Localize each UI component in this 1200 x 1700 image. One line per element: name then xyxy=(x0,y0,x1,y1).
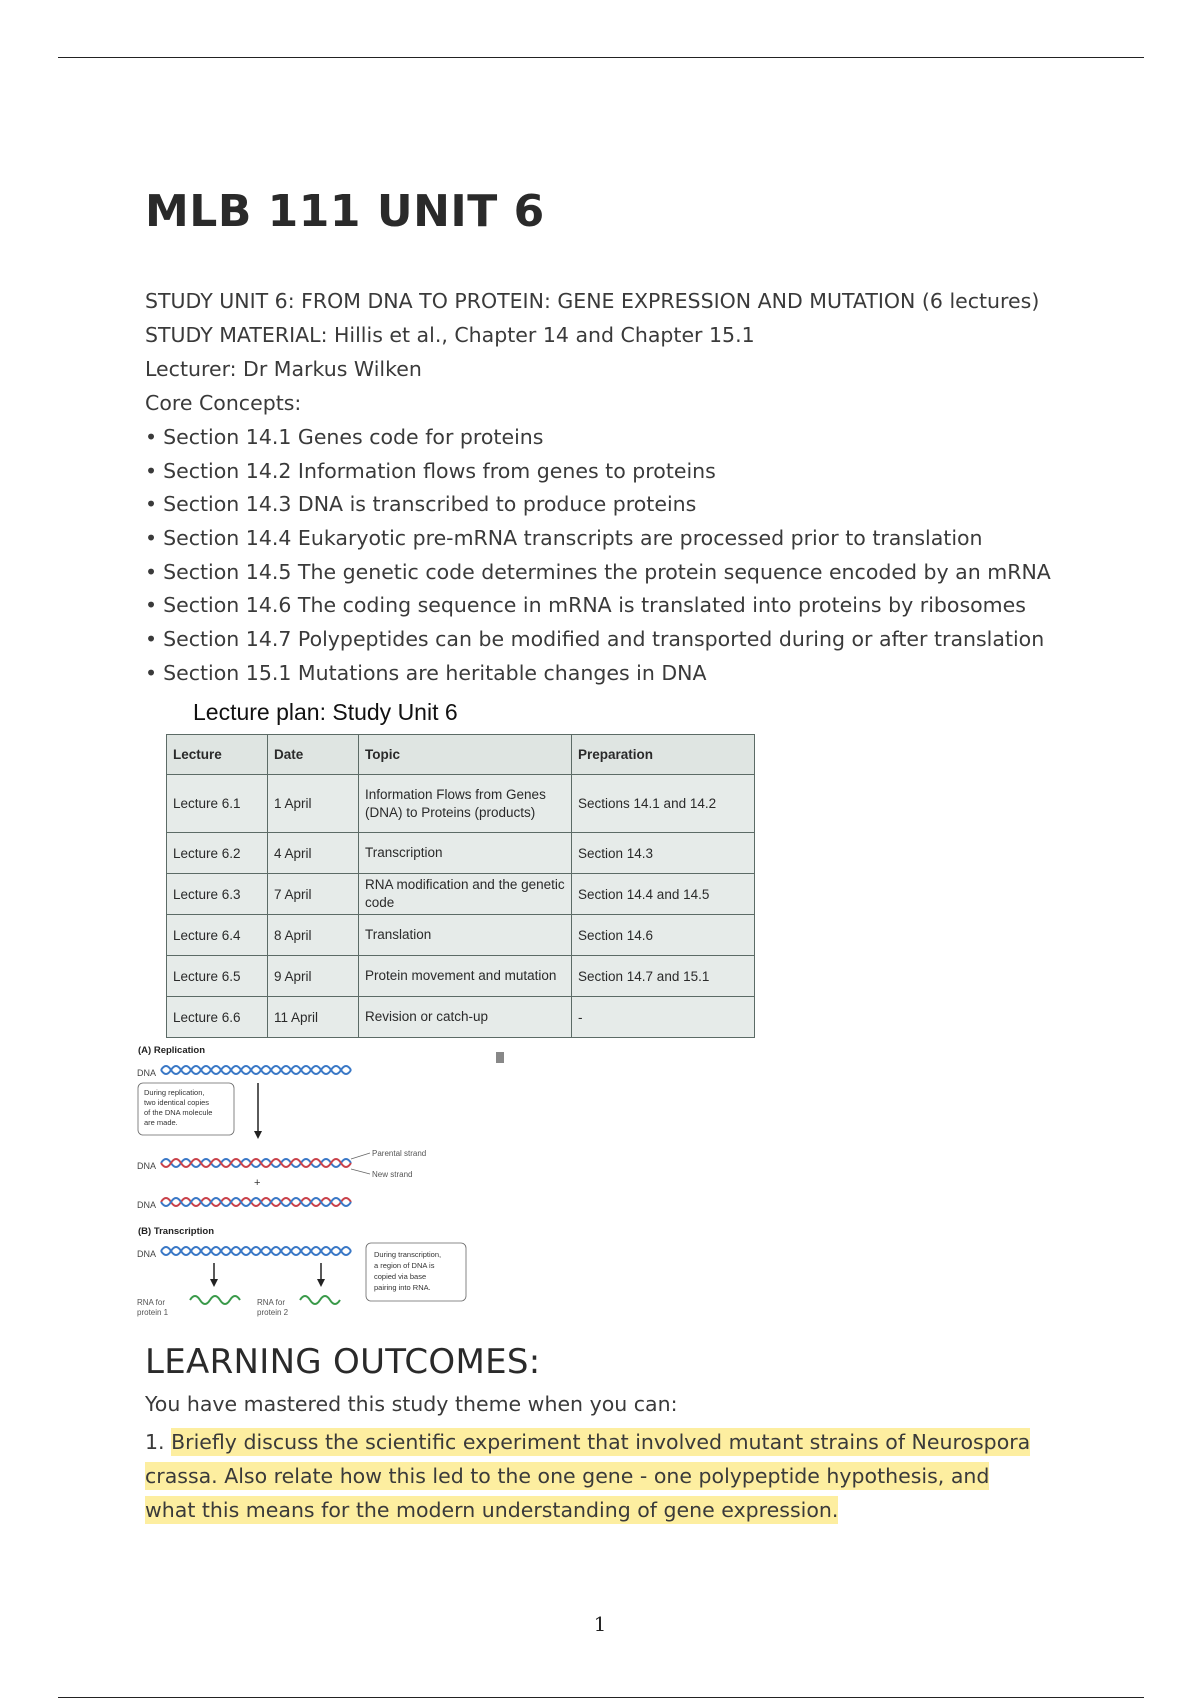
page-number: 1 xyxy=(593,1612,607,1636)
table-cell: Revision or catch-up xyxy=(359,997,572,1038)
svg-text:of the DNA molecule: of the DNA molecule xyxy=(144,1108,213,1117)
study-material-line: STUDY MATERIAL: Hillis et al., Chapter 14 and Chapter 15.1 xyxy=(145,323,755,347)
rna-protein-2-label: RNA for xyxy=(257,1298,286,1307)
dna-label: DNA xyxy=(137,1200,157,1210)
table-cell: Section 14.6 xyxy=(572,915,755,956)
transcription-note xyxy=(366,1243,466,1301)
learning-outcome-item xyxy=(145,1425,1045,1527)
table-cell: Section 14.4 and 14.5 xyxy=(572,874,755,915)
bullet-icon: • xyxy=(145,660,158,685)
list-item: • Section 14.1 Genes code for proteins xyxy=(145,420,1051,454)
learning-outcomes-intro: You have mastered this study theme when you can: xyxy=(145,1392,678,1416)
embedded-figure xyxy=(137,697,760,1332)
list-item: • Section 14.4 Eukaryotic pre-mRNA transcripts are processed prior to translation xyxy=(145,521,1051,555)
table-cell: Transcription xyxy=(359,833,572,874)
table-row xyxy=(167,775,755,833)
bullet-icon: • xyxy=(145,425,158,449)
table-cell: Lecture 6.3 xyxy=(167,874,268,915)
footer-rule xyxy=(58,1697,1144,1698)
table-row xyxy=(167,997,755,1038)
table-row xyxy=(167,915,755,956)
list-item: • Section 14.6 The coding sequence in mRNA is translated into proteins by ribosomes xyxy=(145,588,1051,622)
dna-helix-icon xyxy=(161,1066,351,1074)
table-cell: Protein movement and mutation xyxy=(359,956,572,997)
bullet-icon: • xyxy=(145,492,158,517)
table-cell: Lecture 6.4 xyxy=(167,915,268,956)
table-cell: Lecture 6.5 xyxy=(167,956,268,997)
header-rule xyxy=(58,57,1144,58)
plus-sign: + xyxy=(254,1177,261,1189)
table-cell: - xyxy=(572,997,755,1038)
table-row xyxy=(167,956,755,997)
column-header: Date xyxy=(268,735,359,775)
list-item: • Section 14.5 The genetic code determines the protein sequence encoded by an mRNA xyxy=(145,555,1051,589)
svg-text:During replication,: During replication, xyxy=(144,1088,205,1097)
table-cell: RNA modification and the genetic code xyxy=(359,874,572,915)
list-item: • Section 14.3 DNA is transcribed to produce proteins xyxy=(145,487,1051,521)
rna-protein-1-label: RNA for xyxy=(137,1298,166,1307)
unit-meta xyxy=(145,284,1051,690)
table-cell: Lecture 6.1 xyxy=(167,775,268,833)
svg-text:a region of DNA is: a region of DNA is xyxy=(374,1261,435,1270)
bullet-icon: • xyxy=(145,627,158,652)
table-cell: 8 April xyxy=(268,915,359,956)
replication-note xyxy=(138,1083,234,1135)
dna-helix-icon xyxy=(161,1198,351,1206)
list-item: • Section 14.7 Polypeptides can be modified and transported during or after translation xyxy=(145,622,1051,656)
bullet-icon: • xyxy=(145,559,158,584)
table-cell: 1 April xyxy=(268,775,359,833)
table-cell: Section 14.7 and 15.1 xyxy=(572,956,755,997)
table-header-row xyxy=(167,735,755,775)
dna-label: DNA xyxy=(137,1249,157,1259)
parental-strand-label: Parental strand xyxy=(372,1149,427,1158)
bullet-icon: • xyxy=(145,458,158,483)
dna-label: DNA xyxy=(137,1068,157,1078)
down-arrow-icon xyxy=(317,1263,325,1287)
table-cell: 4 April xyxy=(268,833,359,874)
table-cell: 11 April xyxy=(268,997,359,1038)
svg-text:are made.: are made. xyxy=(144,1118,178,1127)
column-header: Topic xyxy=(359,735,572,775)
rna-strand-icon xyxy=(300,1296,340,1304)
core-concepts-list xyxy=(145,420,1051,690)
page-title: MLB 111 UNIT 6 xyxy=(145,186,545,237)
table-cell: Lecture 6.2 xyxy=(167,833,268,874)
list-item: • Section 14.2 Information flows from genes to proteins xyxy=(145,454,1051,488)
replication-label: (A) Replication xyxy=(138,1045,206,1056)
svg-text:copied via base: copied via base xyxy=(374,1272,427,1281)
column-header: Lecture xyxy=(167,735,268,775)
dna-helix-icon xyxy=(161,1159,351,1167)
svg-text:During transcription,: During transcription, xyxy=(374,1250,442,1259)
table-cell: Information Flows from Genes (DNA) to Proteins (products) xyxy=(359,775,572,833)
list-item: • Section 15.1 Mutations are heritable changes in DNA xyxy=(145,656,1051,690)
table-cell: Section 14.3 xyxy=(572,833,755,874)
table-cell: Sections 14.1 and 14.2 xyxy=(572,775,755,833)
study-unit-line: STUDY UNIT 6: FROM DNA TO PROTEIN: GENE EXPRESSION AND MUTATION (6 lectures) xyxy=(145,289,1040,313)
table-row xyxy=(167,874,755,915)
learning-outcomes-heading: LEARNING OUTCOMES: xyxy=(145,1342,541,1382)
bullet-icon: • xyxy=(145,593,158,618)
down-arrow-icon xyxy=(254,1083,262,1139)
lecturer-line: Lecturer: Dr Markus Wilken xyxy=(145,357,422,381)
down-arrow-icon xyxy=(210,1263,218,1287)
bullet-icon: • xyxy=(145,526,158,551)
transcription-label: (B) Transcription xyxy=(138,1226,215,1237)
rna-protein-1-sublabel: protein 1 xyxy=(137,1308,169,1317)
table-cell: Lecture 6.6 xyxy=(167,997,268,1038)
dna-label: DNA xyxy=(137,1161,157,1171)
table-cell: 7 April xyxy=(268,874,359,915)
rna-protein-2-sublabel: protein 2 xyxy=(257,1308,289,1317)
table-cell: 9 April xyxy=(268,956,359,997)
new-strand-label: New strand xyxy=(372,1170,413,1179)
lecture-plan-title: Lecture plan: Study Unit 6 xyxy=(193,699,458,725)
lecture-plan-table xyxy=(166,734,755,1038)
svg-text:two identical copies: two identical copies xyxy=(144,1098,210,1107)
column-header: Preparation xyxy=(572,735,755,775)
table-cell: Translation xyxy=(359,915,572,956)
rna-strand-icon xyxy=(190,1296,240,1304)
small-marker-icon xyxy=(496,1052,504,1063)
core-concepts-label: Core Concepts: xyxy=(145,391,302,415)
replication-transcription-diagram xyxy=(137,1045,760,1332)
dna-helix-icon xyxy=(161,1247,351,1255)
highlighted-outcome-text: Briefly discuss the scientific experiment that involved mutant strains of Neurospora crassa. Also relate how this led to the one gene - one polypeptide hypothesis, and what this means for the modern understanding of gene expression. xyxy=(145,1430,1031,1522)
table-row xyxy=(167,833,755,874)
outcome-number: 1. xyxy=(145,1430,165,1454)
svg-text:pairing into RNA.: pairing into RNA. xyxy=(374,1283,431,1292)
